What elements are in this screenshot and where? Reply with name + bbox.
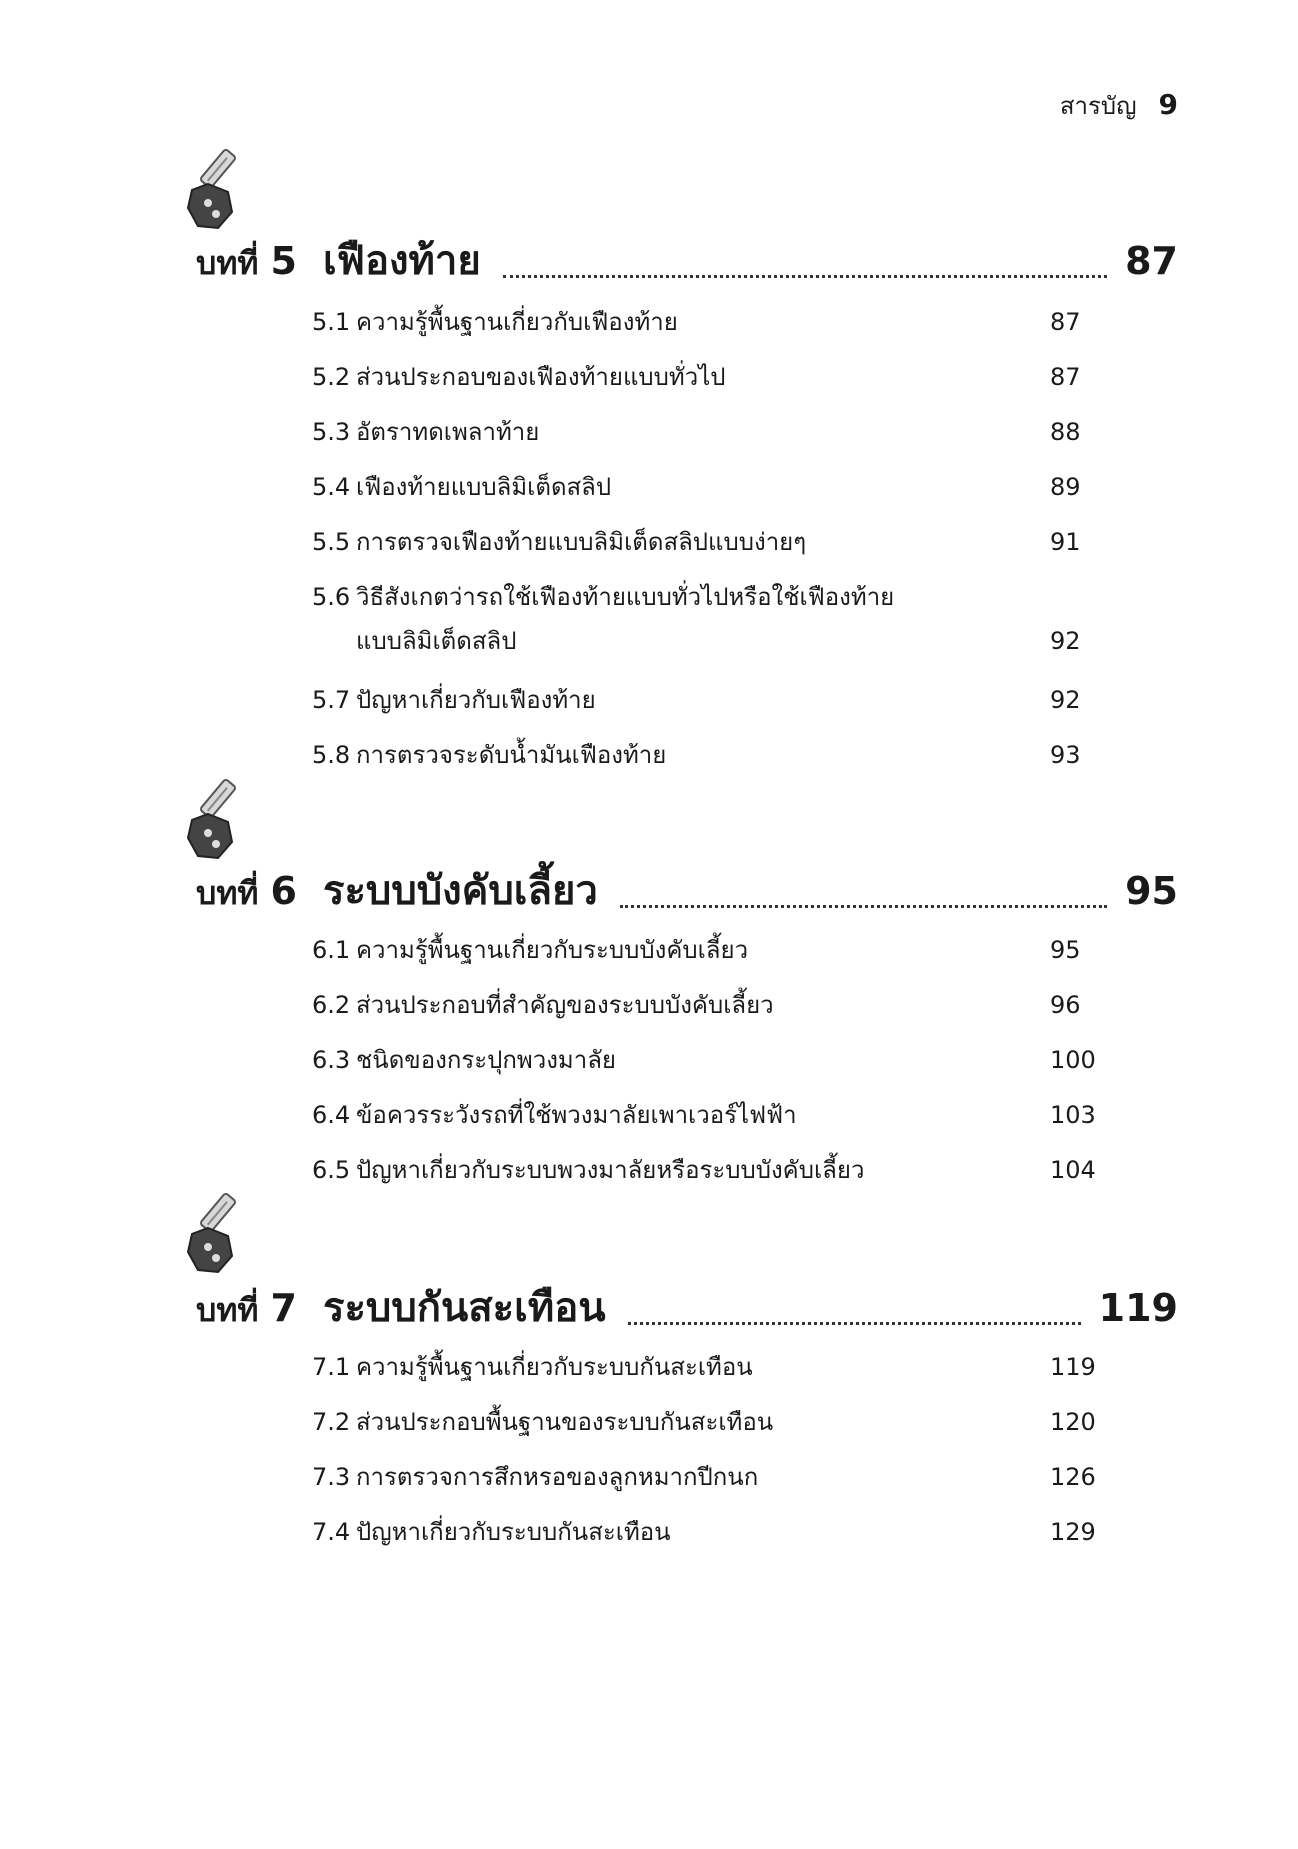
entry-number: 7.2: [312, 1408, 351, 1436]
entry-number: 5.2: [312, 363, 351, 391]
entry-number: 5.4: [312, 473, 351, 501]
toc-entry[interactable]: [312, 520, 1092, 564]
dot-leader: [620, 904, 1107, 908]
toc-entry[interactable]: [312, 300, 1092, 344]
entry-number: 5.1: [312, 308, 351, 336]
entry-number: 6.4: [312, 1101, 351, 1129]
toc-entry[interactable]: [312, 410, 1092, 454]
entry-page: 129: [1050, 1518, 1096, 1546]
entry-number: 5.8: [312, 741, 351, 769]
chapter-heading[interactable]: [196, 228, 1178, 292]
entry-title: ข้อควรระวังรถที่ใช้พวงมาลัยเพาเวอร์ไฟฟ้า: [356, 1101, 797, 1129]
entry-title: ส่วนประกอบของเฟืองท้ายแบบทั่วไป: [356, 363, 726, 391]
entry-page: 92: [1050, 686, 1081, 714]
entry-title: ปัญหาเกี่ยวกับระบบกันสะเทือน: [356, 1518, 671, 1546]
dot-leader: [503, 274, 1107, 278]
entry-page: 120: [1050, 1408, 1096, 1436]
car-key-icon: [158, 1192, 242, 1276]
entry-title: เฟืองท้ายแบบลิมิเต็ดสลิป: [356, 473, 612, 501]
section-label: สารบัญ: [1059, 92, 1137, 120]
toc-entry[interactable]: [312, 465, 1092, 509]
entry-page: 91: [1050, 528, 1081, 556]
entry-number: 7.3: [312, 1463, 351, 1491]
toc-entry[interactable]: [312, 928, 1092, 972]
entry-page: 100: [1050, 1046, 1096, 1074]
toc-entry[interactable]: [312, 983, 1092, 1027]
chapter-heading[interactable]: [196, 858, 1178, 922]
entry-title: วิธีสังเกตว่ารถใช้เฟืองท้ายแบบทั่วไปหรือใช้เฟืองท้าย: [356, 583, 895, 611]
chapter-title: เฟืองท้าย: [322, 238, 481, 284]
entry-title: ปัญหาเกี่ยวกับเฟืองท้าย: [356, 686, 596, 714]
entry-title: การตรวจระดับน้ำมันเฟืองท้าย: [356, 741, 667, 769]
chapter-number: 6: [270, 869, 297, 913]
entry-number: 5.7: [312, 686, 351, 714]
entry-page: 95: [1050, 936, 1081, 964]
toc-entry[interactable]: [312, 1510, 1096, 1554]
toc-entry[interactable]: [312, 1093, 1096, 1137]
chapter-page: 87: [1125, 239, 1178, 283]
toc-entry[interactable]: [312, 1148, 1096, 1192]
toc-entry[interactable]: [312, 1455, 1096, 1499]
entry-title-continued: แบบลิมิเต็ดสลิป: [356, 627, 517, 655]
entry-page: 92: [1050, 627, 1081, 655]
entry-title: ความรู้พื้นฐานเกี่ยวกับระบบกันสะเทือน: [356, 1353, 753, 1381]
toc-entry[interactable]: [312, 1038, 1096, 1082]
chapter-title: ระบบบังคับเลี้ยว: [322, 868, 598, 914]
toc-entry[interactable]: [312, 355, 1092, 399]
entry-number: 6.3: [312, 1046, 351, 1074]
entry-page: 88: [1050, 418, 1081, 446]
dot-leader: [628, 1321, 1081, 1325]
entry-page: 126: [1050, 1463, 1096, 1491]
chapter-word: บทที่: [196, 874, 259, 912]
chapter-page: 119: [1098, 1286, 1178, 1330]
entry-number: 5.6: [312, 583, 351, 611]
toc-entry[interactable]: [312, 678, 1092, 722]
entry-number: 6.2: [312, 991, 351, 1019]
entry-page: 87: [1050, 308, 1081, 336]
entry-number: 6.1: [312, 936, 351, 964]
chapter-number: 5: [270, 239, 297, 283]
entry-page: 89: [1050, 473, 1081, 501]
entry-number: 6.5: [312, 1156, 351, 1184]
entry-number: 7.4: [312, 1518, 351, 1546]
chapter-number: 7: [270, 1286, 297, 1330]
entry-page: 93: [1050, 741, 1081, 769]
entry-title: ชนิดของกระปุกพวงมาลัย: [356, 1046, 616, 1074]
entry-page: 87: [1050, 363, 1081, 391]
chapter-title: ระบบกันสะเทือน: [322, 1285, 606, 1331]
entry-page: 104: [1050, 1156, 1096, 1184]
entry-title: ความรู้พื้นฐานเกี่ยวกับเฟืองท้าย: [356, 308, 678, 336]
toc-entry[interactable]: [312, 1400, 1096, 1444]
entry-number: 5.5: [312, 528, 351, 556]
entry-page: 119: [1050, 1353, 1096, 1381]
entry-number: 5.3: [312, 418, 351, 446]
entry-title: ความรู้พื้นฐานเกี่ยวกับระบบบังคับเลี้ยว: [356, 936, 749, 964]
car-key-icon: [158, 778, 242, 862]
entry-title: การตรวจเฟืองท้ายแบบลิมิเต็ดสลิปแบบง่ายๆ: [356, 528, 807, 556]
entry-title: ส่วนประกอบพื้นฐานของระบบกันสะเทือน: [356, 1408, 774, 1436]
entry-title: ส่วนประกอบที่สำคัญของระบบบังคับเลี้ยว: [356, 991, 774, 1019]
entry-title: การตรวจการสึกหรอของลูกหมากปีกนก: [356, 1463, 759, 1491]
toc-entry[interactable]: [312, 733, 1092, 777]
page-number: 9: [1158, 88, 1178, 121]
car-key-icon: [158, 148, 242, 232]
entry-page: 103: [1050, 1101, 1096, 1129]
entry-title: ปัญหาเกี่ยวกับระบบพวงมาลัยหรือระบบบังคับเลี้ยว: [356, 1156, 865, 1184]
toc-entry[interactable]: [312, 1345, 1096, 1389]
chapter-heading[interactable]: [196, 1275, 1178, 1339]
toc-entry[interactable]: [312, 575, 1092, 663]
chapter-word: บทที่: [196, 244, 259, 282]
chapter-word: บทที่: [196, 1291, 259, 1329]
entry-title: อัตราทดเพลาท้าย: [356, 418, 540, 446]
running-header: [1060, 86, 1178, 125]
entry-page: 96: [1050, 991, 1081, 1019]
entry-number: 7.1: [312, 1353, 351, 1381]
chapter-page: 95: [1125, 869, 1178, 913]
